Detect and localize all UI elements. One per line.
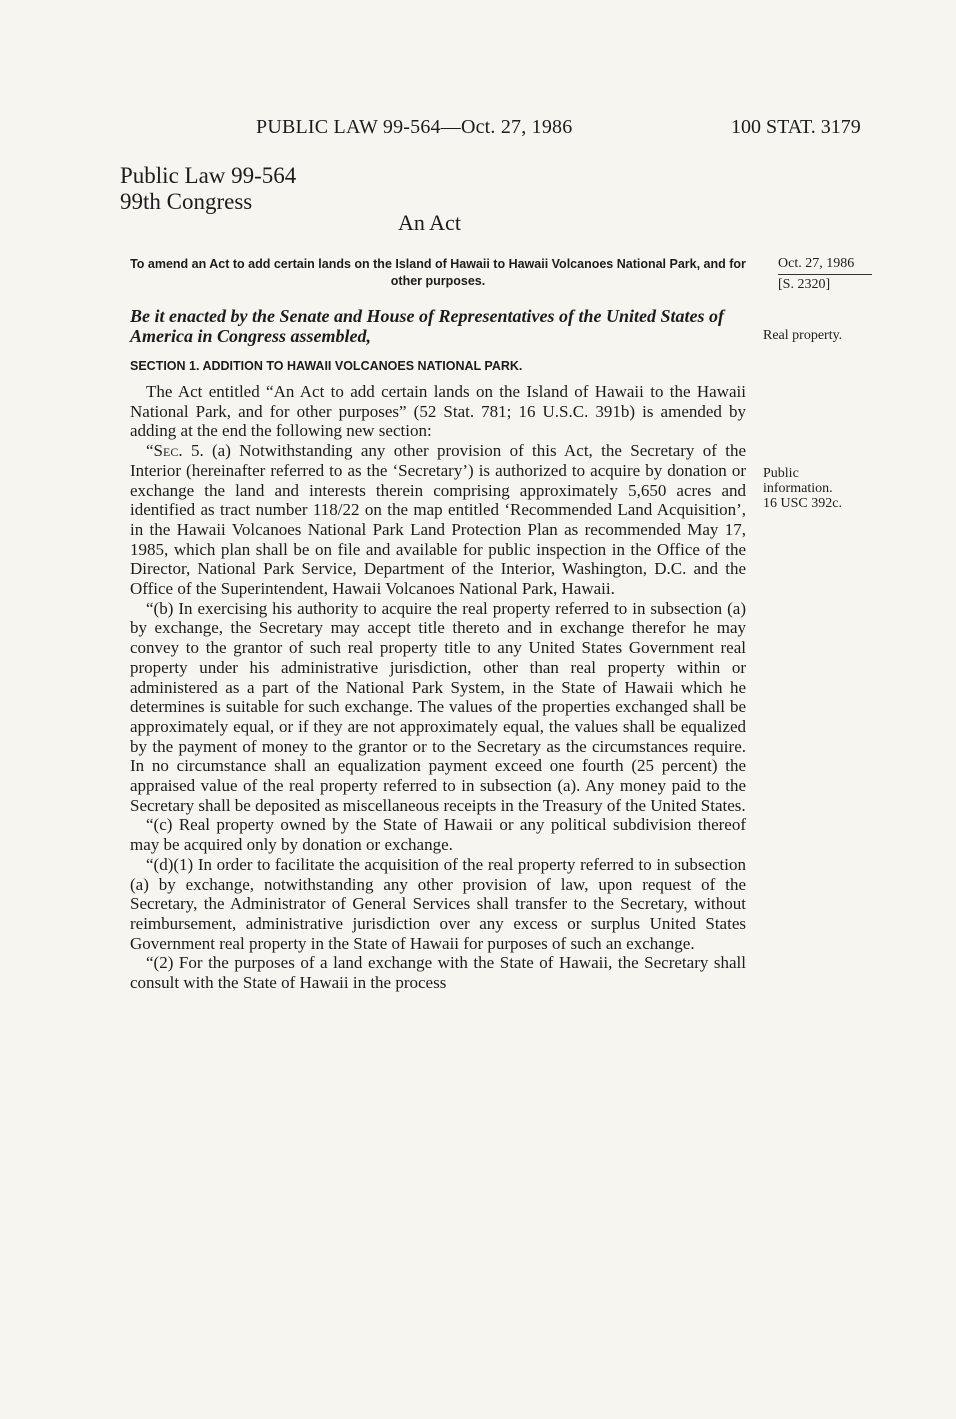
subsection-d2: “(2) For the purposes of a land exchange with the State of Hawaii, the Secretary shall consult with the State of Hawaii in the process <box>130 953 746 993</box>
subsection-a <box>130 441 746 599</box>
act-label: An Act <box>398 210 461 235</box>
public-law-number: Public Law 99-564 <box>120 163 297 188</box>
margin-bill-number: [S. 2320] <box>778 277 831 292</box>
subsection-b: “(b) In exercising his authority to acquire the real property referred to in subsection (a) by exchange, the Secretary may accept title thereto and in exchange therefor he may convey to the grantor of such real property title to any United States Government real property under his administrative jurisdiction, other than real property within or administered as a part of the National Park System, in the State of Hawaii which he determines is suitable for such exchange. The values of the properties exchanged shall be approximately equal, or if they are not approximately equal, the values shall be equalized by the payment of money to the grantor or to the Secretary as the circumstances require. In no circumstance shall an equalization payment exceed one fourth (25 percent) the appraised value of the real property referred to in subsection (a). Any money paid to the Secretary shall be deposited as miscellaneous receipts in the Treasury of the United States. <box>130 598 746 815</box>
running-header-stat-page: 100 STAT. 3179 <box>731 116 861 138</box>
running-header-law-date: PUBLIC LAW 99-564—Oct. 27, 1986 <box>256 116 573 138</box>
margin-note-public-information <box>763 466 855 511</box>
section-heading: SECTION 1. ADDITION TO HAWAII VOLCANOES NATIONAL PARK. <box>130 359 523 373</box>
margin-note-real-property: Real property. <box>763 328 843 343</box>
enacting-clause: Be it enacted by the Senate and House of Representatives of the United States of America in Congress assembled, <box>130 306 724 346</box>
subsection-d1: “(d)(1) In order to facilitate the acquisition of the real property referred to in subsection (a) by exchange, notwithstanding any other provision of law, upon request of the Secretary, the Administrator of General Services shall transfer to the Secretary, without reimbursement, administrative jurisdiction over any excess or surplus United States Government real property in the State of Hawaii for purposes of such an exchange. <box>130 854 746 953</box>
section-label: “Sec. <box>146 441 183 461</box>
statute-body <box>130 382 746 993</box>
subsection-a-text: 5. (a) Notwithstanding any other provision of this Act, the Secretary of the Interior (hereinafter referred to as the ‘Secretary’) is authorized to acquire by donation or exchange the land and interests therein comprising approximately 5,650 acres and identified as tract number 118/22 on the map entitled ‘Recommended Land Acquisition’, in the Hawaii Volcanoes National Park Land Protection Plan as recommended May 17, 1985, which plan shall be on file and available for public inspection in the Office of the Director, National Park Service, Department of the Interior, Washington, D.C. and the Office of the Superintendent, Hawaii Volcanoes National Park, Hawaii. <box>130 441 747 599</box>
margin-public-info: Public information. <box>763 466 833 496</box>
intro-paragraph: The Act entitled “An Act to add certain lands on the Island of Hawaii to the Hawaii National Park, and for other purposes” (52 Stat. 781; 16 U.S.C. 391b) is amended by adding at the end the following new section: <box>130 382 746 441</box>
congress-number: 99th Congress <box>120 189 253 214</box>
subsection-c: “(c) Real property owned by the State of Hawaii or any political subdivision thereof may be acquired only by donation or exchange. <box>130 815 746 855</box>
margin-date: Oct. 27, 1986 <box>778 256 855 271</box>
margin-divider <box>778 274 872 275</box>
margin-note-date <box>778 256 872 292</box>
margin-usc-citation: 16 USC 392c. <box>763 496 842 511</box>
act-purpose: To amend an Act to add certain lands on the Island of Hawaii to Hawaii Volcanoes National Park, and for other purposes. <box>130 257 746 288</box>
public-law-title-block <box>120 163 296 215</box>
